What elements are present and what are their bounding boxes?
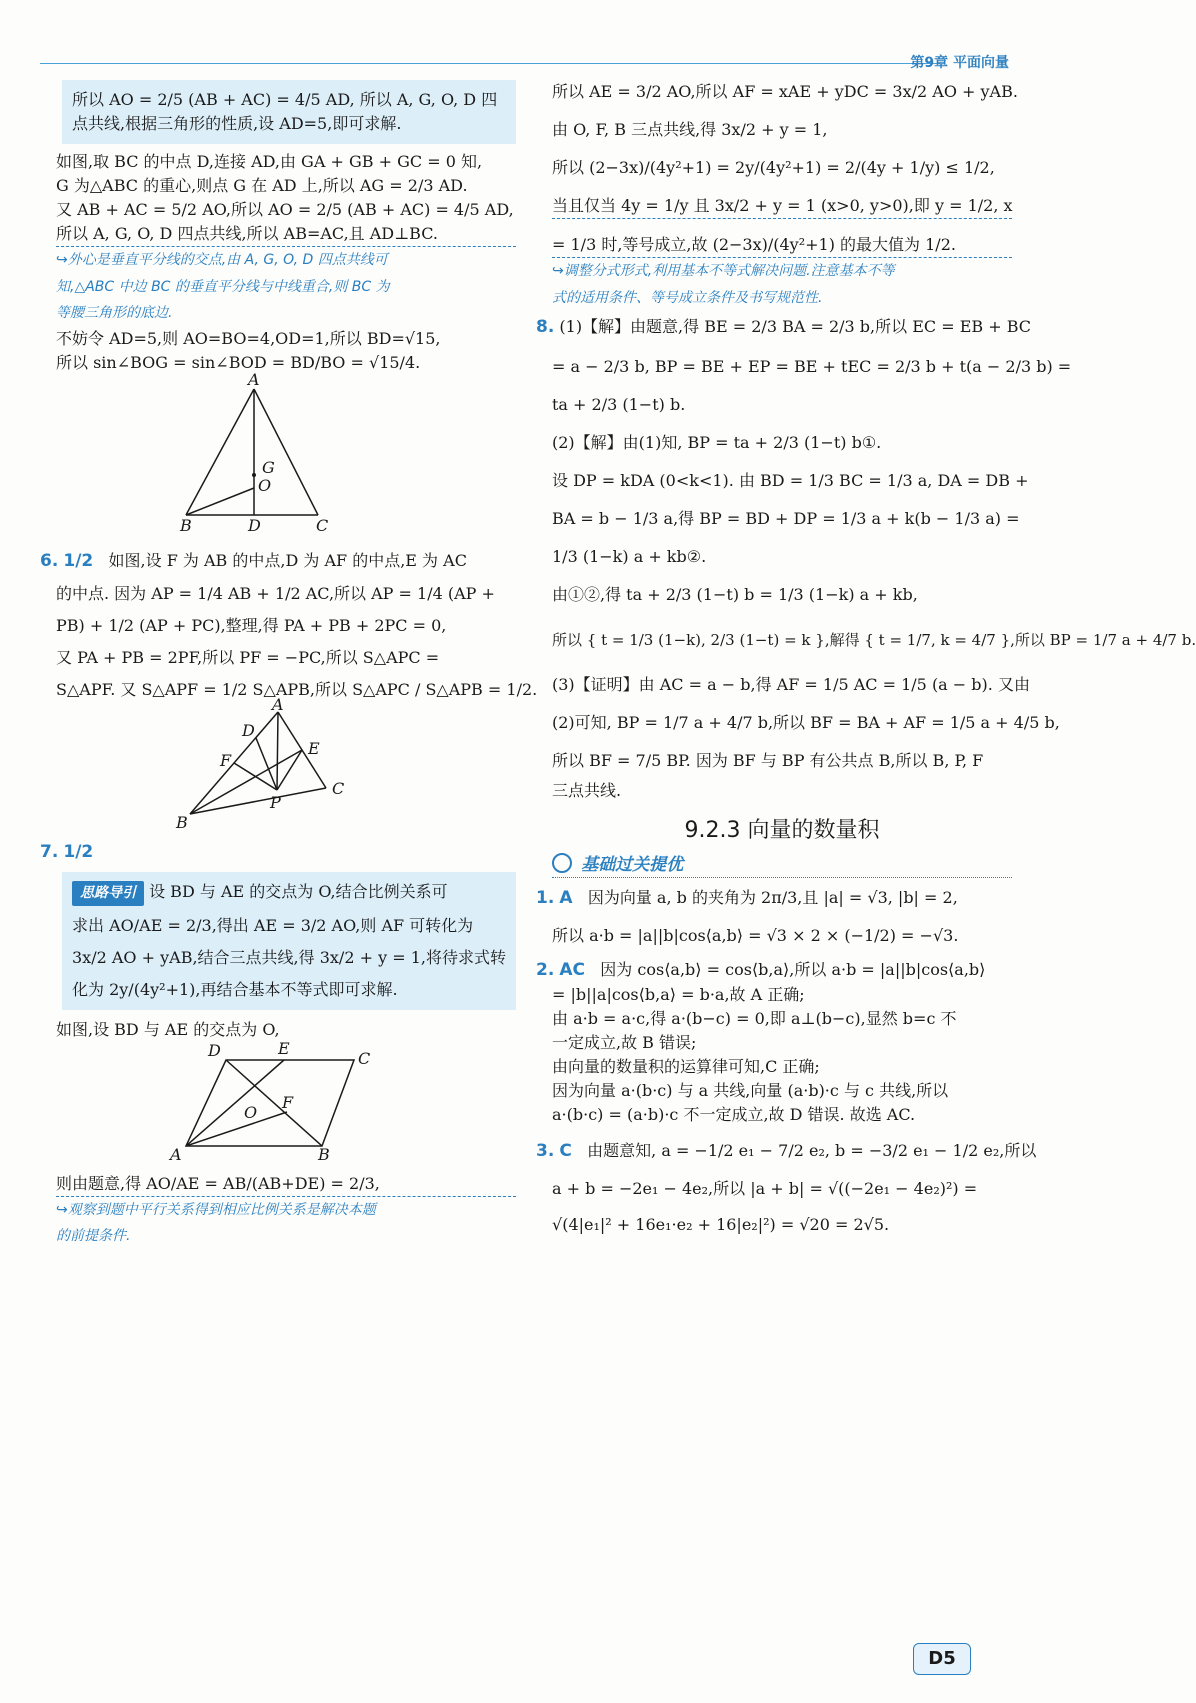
text-line: 不妨令 AD=5,则 AO=BO=4,OD=1,所以 BD=√15,: [56, 328, 441, 348]
question-number: 1.: [536, 888, 555, 909]
answer: A: [559, 888, 573, 909]
question-number: 7.: [40, 842, 59, 863]
question-number: 2.: [536, 959, 555, 980]
text-line: a·(b·c) = (a·b)·c 不一定成立,故 D 错误. 故选 AC.: [552, 1105, 916, 1125]
text-line: 由 O, F, B 三点共线,得 3x/2 + y = 1,: [552, 120, 828, 139]
box-line: 求出 AO/AE = 2/3,得出 AE = 3/2 AO,则 AF 可转化为: [72, 915, 474, 935]
text-line: 由①②,得 ta + 2/3 (1−t) b = 1/3 (1−k) a + kb,: [552, 584, 918, 604]
question-number: 3.: [536, 1141, 555, 1162]
section-title: 9.2.3 向量的数量积: [684, 818, 880, 844]
header-rule: [40, 63, 940, 64]
text-line: 三点共线.: [552, 781, 622, 801]
question-2-line: [536, 958, 1012, 984]
fig1-label: G: [262, 457, 275, 477]
text-line: 如图,取 BC 的中点 D,连接 AD,由 GA + GB + GC = 0 知,: [56, 152, 483, 171]
fig1-label: B: [180, 515, 192, 535]
text-line: = |b||a|cos⟨b,a⟩ = b·a,故 A 正确;: [552, 985, 805, 1005]
subheading-text: 基础过关提优: [581, 855, 684, 876]
page-number: D5: [913, 1643, 971, 1675]
fig3-label: B: [318, 1144, 330, 1164]
text-line: 所以 sin∠BOG = sin∠BOD = BD/BO = √15/4.: [56, 352, 421, 372]
hint-tag: 思路导引: [72, 881, 144, 906]
question-8-line: [536, 315, 1032, 341]
chapter-header: 第9章 平面向量: [910, 55, 1009, 71]
text-line: ta + 2/3 (1−t) b.: [552, 394, 686, 414]
fig2-label: A: [272, 695, 284, 715]
text-line: BA = b − 1/3 a,得 BP = BD + DP = 1/3 a + k(b − 1/3 a) =: [552, 508, 1020, 528]
box-line: 3x/2 AO + yAB,结合三点共线,得 3x/2 + y = 1,将待求式转: [72, 947, 506, 967]
box-text: 设 BD 与 AE 的交点为 O,结合比例关系可: [149, 881, 448, 901]
text-line: 由向量的数量积的运算律可知,C 正确;: [552, 1057, 820, 1077]
parallelogram-figure: [56, 1038, 516, 1164]
question-1-line: [536, 886, 1012, 912]
hint-box: [62, 872, 516, 1010]
note-line: 式的适用条件、等号成立条件及书写规范性.: [552, 289, 823, 306]
triangle-figure-2: [56, 695, 516, 833]
subheading: [552, 850, 1012, 878]
text-line: (2)可知, BP = 1/7 a + 4/7 b,所以 BF = BA + AF = 1/5 a + 4/5 b,: [552, 713, 1060, 733]
left-column: [40, 80, 538, 1250]
text-line: = 1/3 时,等号成立,故 (2−3x)/(4y²+1) 的最大值为 1/2.: [552, 233, 1012, 258]
right-column: [536, 80, 1196, 1237]
text-line: PB) + 1/2 (AP + PC),整理,得 PA + PB + 2PC = 0,: [56, 616, 447, 636]
text-line: 所以 a·b = |a||b|cos⟨a,b⟩ = √3 × 2 × (−1/2) = −√3.: [552, 925, 959, 945]
answer: AC: [559, 959, 586, 980]
annotation-note: [552, 258, 1012, 311]
text-line: 所以 A, G, O, D 四点共线,所以 AB=AC,且 AD⊥BC.: [56, 222, 516, 247]
question-3-line: [536, 1139, 1037, 1165]
text-line: 的中点. 因为 AP = 1/4 AB + 1/2 AC,所以 AP = 1/4 (AP +: [56, 584, 495, 604]
question-number: 6.: [40, 550, 59, 571]
note-line: 知,△ABC 中边 BC 的垂直平分线与中线重合,则 BC 为: [56, 278, 390, 295]
fig2-label: E: [308, 739, 320, 759]
fig2-label: C: [332, 779, 345, 799]
text-line: a + b = −2e₁ − 4e₂,所以 |a + b| = √((−2e₁ − 4e₂)²) =: [552, 1178, 978, 1198]
text-line: 设 DP = kDA (0<k<1). 由 BD = 1/3 BC = 1/3 a, DA = DB +: [552, 470, 1029, 490]
text-line: √(4|e₁|² + 16e₁·e₂ + 16|e₂|²) = √20 = 2√5.: [552, 1214, 890, 1234]
text-line: 因为向量 a·(b·c) 与 a 共线,向量 (a·b)·c 与 c 共线,所以: [552, 1081, 949, 1101]
fig1-label: A: [248, 369, 260, 389]
fig3-label: C: [358, 1048, 371, 1068]
answer: 1/2: [63, 550, 94, 571]
fig3-label: F: [282, 1092, 294, 1112]
text-line: S△APF. 又 S△APF = 1/2 S△APB,所以 S△APC / S△APB = 1/2.: [56, 680, 538, 700]
text-line: (2)【解】由(1)知, BP = ta + 2/3 (1−t) b①.: [552, 432, 882, 452]
text-line: 所以 (2−3x)/(4y²+1) = 2y/(4y²+1) = 2/(4y + 1/y) ≤ 1/2,: [552, 158, 995, 177]
fig1-label: O: [258, 475, 272, 495]
triangle-figure-1: [56, 369, 516, 535]
text-line: 又 AB + AC = 5/2 AO,所以 AO = 2/5 (AB + AC) = 4/5 AD,: [56, 200, 514, 219]
fig3-label: D: [208, 1040, 221, 1060]
annotation-note: [56, 1197, 516, 1250]
box-line: 所以 AO = 2/5 (AB + AC) = 4/5 AD, 所以 A, G, O, D 四: [72, 90, 498, 109]
box-line: [72, 880, 506, 906]
text-line: 如图,设 F 为 AB 的中点,D 为 AF 的中点,E 为 AC: [108, 550, 467, 570]
text-line: 又 PA + PB = 2PF,所以 PF = −PC,所以 S△APC =: [56, 648, 440, 668]
text-line: 当且仅当 4y = 1/y 且 3x/2 + y = 1 (x>0, y>0),即 y = 1/2, x: [552, 194, 1012, 219]
note-line: ↪外心是垂直平分线的交点,由 A, G, O, D 四点共线可: [56, 252, 388, 268]
box-line: 化为 2y/(4y²+1),再结合基本不等式即可求解.: [72, 979, 398, 999]
target-icon: [552, 853, 572, 873]
text-line: G 为△ABC 的重心,则点 G 在 AD 上,所以 AG = 2/3 AD.: [56, 176, 468, 195]
fig2-label: F: [220, 751, 232, 771]
solution-box: [62, 80, 516, 144]
question-7-line: [40, 840, 516, 866]
text-line: 如图,设 BD 与 AE 的交点为 O,: [56, 1019, 280, 1039]
text-line: 因为向量 a, b 的夹角为 2π/3,且 |a| = √3, |b| = 2,: [587, 888, 958, 908]
text-line: 所以 BF = 7/5 BP. 因为 BF 与 BP 有公共点 B,所以 B, P, F: [552, 751, 984, 771]
fig2-label: D: [242, 721, 255, 741]
fig3-label: A: [170, 1144, 182, 1164]
text-line: = a − 2/3 b, BP = BE + EP = BE + tEC = 2/3 b + t(a − 2/3 b) =: [552, 356, 1072, 376]
fig3-label: E: [278, 1038, 290, 1058]
annotation-note: [56, 247, 516, 327]
text-line: 则由题意,得 AO/AE = AB/(AB+DE) = 2/3,: [56, 1172, 516, 1197]
box-line: 点共线,根据三角形的性质,设 AD=5,即可求解.: [72, 114, 402, 133]
text-line: (1)【解】由题意,得 BE = 2/3 BA = 2/3 b,所以 EC = EB + BC: [559, 317, 1032, 337]
note-line: 等腰三角形的底边.: [56, 305, 173, 322]
text-line: 由 a·b = a·c,得 a·(b−c) = 0,即 a⊥(b−c),显然 b=c 不: [552, 1009, 957, 1029]
text-line: 所以 { t = 1/3 (1−k), 2/3 (1−t) = k },解得 { t = 1/7, k = 4/7 },所以 BP = 1/7 a + 4/7 b.: [552, 630, 1196, 649]
text-line: 所以 AE = 3/2 AO,所以 AF = xAE + yDC = 3x/2 AO + yAB.: [552, 82, 1018, 101]
text-line: 1/3 (1−k) a + kb②.: [552, 546, 707, 566]
note-line: ↪调整分式形式,利用基本不等式解决问题.注意基本不等: [552, 263, 895, 279]
fig2-label: B: [176, 813, 188, 833]
question-6-line: [40, 549, 516, 575]
text-line: 由题意知, a = −1/2 e₁ − 7/2 e₂, b = −3/2 e₁ − 1/2 e₂,所以: [587, 1141, 1037, 1161]
text-line: 因为 cos⟨a,b⟩ = cos⟨b,a⟩,所以 a·b = |a||b|cos⟨a,b⟩: [600, 959, 986, 979]
note-line: 的前提条件.: [56, 1228, 131, 1245]
fig3-label: O: [244, 1102, 258, 1122]
text-line: 一定成立,故 B 错误;: [552, 1033, 697, 1053]
question-number: 8.: [536, 317, 555, 338]
text-line: (3)【证明】由 AC = a − b,得 AF = 1/5 AC = 1/5 (a − b). 又由: [552, 675, 1030, 695]
fig2-label: P: [270, 793, 281, 813]
fig1-label: C: [316, 515, 329, 535]
note-line: ↪观察到题中平行关系得到相应比例关系是解决本题: [56, 1201, 376, 1218]
answer: 1/2: [63, 842, 94, 863]
fig1-label: D: [248, 515, 261, 535]
answer: C: [559, 1141, 572, 1162]
